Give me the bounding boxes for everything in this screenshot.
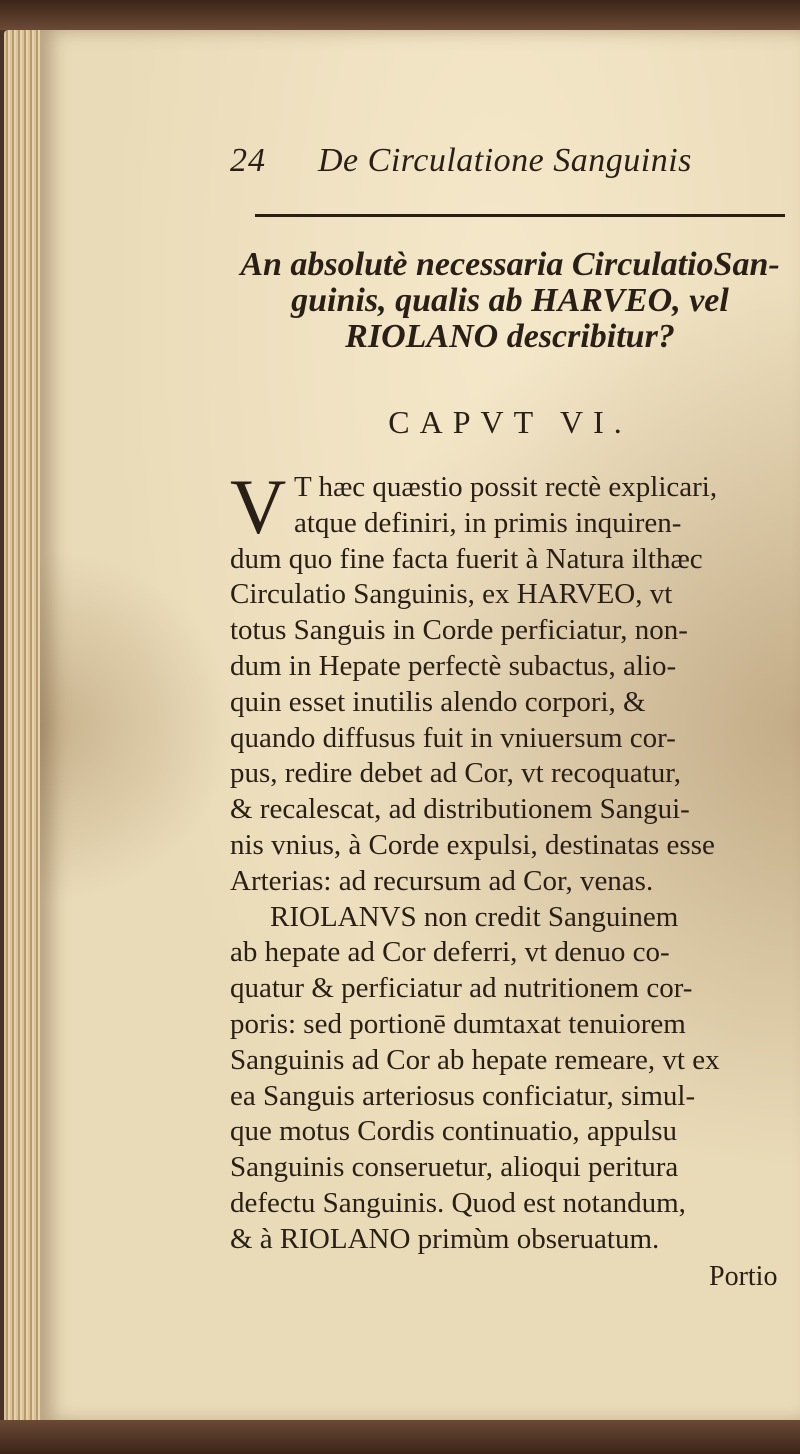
- text-line: defectu Sanguinis. Quod est notandum,: [230, 1186, 686, 1219]
- text-line: nis vnius, à Corde expulsi, destinatas esse: [230, 828, 715, 861]
- page-edges: [4, 30, 44, 1430]
- book-binding-bottom: [0, 1420, 800, 1454]
- text-line: dum in Hepate perfectè subactus, alio-: [230, 649, 677, 682]
- text-line: Sanguinis conseruetur, alioqui peritura: [230, 1151, 679, 1184]
- text-line: T hæc quæstio possit rectè explicari,: [294, 471, 718, 503]
- page-number: 24: [230, 142, 266, 179]
- text-line: totus Sanguis in Corde perficiatur, non-: [230, 614, 688, 647]
- text-line: atque definiri, in primis inquiren-: [294, 506, 682, 539]
- text-line: quin esset inutilis alendo corpori, &: [230, 685, 646, 718]
- text-line: ab hepate ad Cor deferri, vt denuo co-: [230, 936, 670, 969]
- text-line: pus, redire debet ad Cor, vt recoquatur,: [230, 757, 682, 790]
- body-text: [230, 463, 790, 1258]
- text-line: quatur & perficiatur ad nutritionem cor-: [230, 972, 693, 1005]
- running-title: De Circulatione Sanguinis: [318, 142, 692, 179]
- chapter-title: [230, 242, 790, 355]
- text-line: dum quo fine facta fuerit à Natura ilthæc: [230, 542, 703, 575]
- text-line: quando diffusus fuit in vniuersum cor-: [230, 721, 676, 754]
- text-line: Circulatio Sanguinis, ex HARVEO, vt: [230, 578, 673, 611]
- text-line: Arterias: ad recursum ad Cor, venas.: [230, 864, 654, 897]
- chapter-number: CAPVT VI.: [388, 404, 632, 440]
- text-line: que motus Cordis continuatio, appulsu: [230, 1115, 678, 1148]
- drop-cap: V: [230, 463, 287, 550]
- text-line: poris: sed portionē dumtaxat tenuiorem: [230, 1007, 686, 1040]
- text-line: & à RIOLANO primùm obseruatum.: [230, 1222, 660, 1255]
- book-binding-top: [0, 0, 800, 30]
- first-paragraph: [230, 463, 790, 900]
- book-page: [40, 30, 800, 1422]
- text-line: Sanguinis ad Cor ab hepate remeare, vt ex: [230, 1043, 720, 1076]
- second-paragraph: [230, 900, 790, 1258]
- chapter-title-line: An absolutè necessaria CirculatioSan-: [240, 246, 780, 283]
- catchword: Portio: [709, 1261, 778, 1292]
- page-header: [190, 142, 750, 186]
- text-line: RIOLANVS non credit Sanguinem: [270, 900, 679, 933]
- chapter-title-line: RIOLANO describitur?: [345, 317, 675, 355]
- header-rule: [255, 214, 785, 217]
- text-line: & recalescat, ad distributionem Sangui-: [230, 793, 690, 826]
- text-line: ea Sanguis arteriosus conficiatur, simul-: [230, 1079, 696, 1112]
- chapter-title-line: guinis, qualis ab HARVEO, vel: [291, 281, 729, 319]
